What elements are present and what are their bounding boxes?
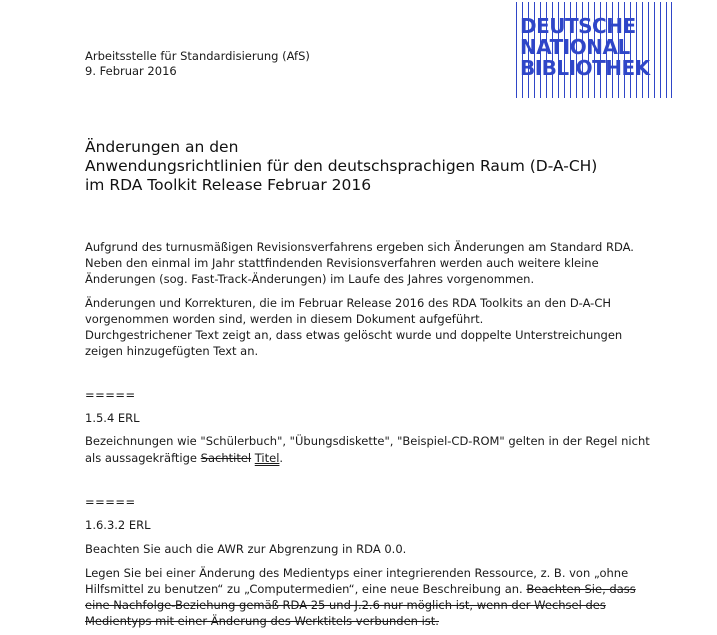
section1-separator: ===== xyxy=(85,388,136,402)
intro-p2-line-2: vorgenommen worden sind, werden in diesem Dokument aufgeführt. xyxy=(85,312,484,326)
title-line-1: Änderungen an den xyxy=(85,138,239,156)
intro-p1-line-3: Änderungen (sog. Fast-Track-Änderungen) im Laufe des Jahres vorgenommen. xyxy=(85,272,535,286)
deleted-text: Beachten Sie, dass xyxy=(526,582,636,596)
section2-heading: 1.6.3.2 ERL xyxy=(85,518,151,532)
section2-separator: ===== xyxy=(85,495,136,509)
section1-line-1: Bezeichnungen wie "Schülerbuch", "Übungsdiskette", "Beispiel-CD-ROM" gelten in der Regel nicht xyxy=(85,434,650,448)
intro-p1-line-1: Aufgrund des turnusmäßigen Revisionsverfahrens ergeben sich Änderungen am Standard RDA. xyxy=(85,240,634,254)
logo-text xyxy=(520,16,650,79)
section1-line-2 xyxy=(85,450,283,467)
intro-p2-line-3: Durchgestrichener Text zeigt an, dass etwas gelöscht wurde und doppelte Unterstreichungen xyxy=(85,328,623,342)
section1-line-2-prefix: als aussagekräftige xyxy=(85,451,201,465)
section1-heading: 1.5.4 ERL xyxy=(85,411,140,425)
logo-line-3: BIBLIOTHEK xyxy=(520,56,650,80)
intro-p2-line-1: Änderungen und Korrekturen, die im Februar Release 2016 des RDA Toolkits an den D-A-CH xyxy=(85,296,612,310)
section2-p2-line-4-deleted: Medientyps mit einer Änderung des Werktitels verbunden ist. xyxy=(85,614,439,628)
section2-p2-line-3-deleted: eine Nachfolge-Beziehung gemäß RDA 25 und J.2.6 nur möglich ist, wenn der Wechsel des xyxy=(85,598,606,612)
header-org: Arbeitsstelle für Standardisierung (AfS) xyxy=(85,49,310,63)
dnb-logo xyxy=(516,2,672,98)
section2-p2-line-1: Legen Sie bei einer Änderung des Medientyps einer integrierenden Ressource, z. B. von „ohne xyxy=(85,566,629,580)
title-line-3: im RDA Toolkit Release Februar 2016 xyxy=(85,176,372,194)
section2-p2-line-2-prefix: Hilfsmittel zu benutzen“ zu „Computermedien“, eine neue Beschreibung an. xyxy=(85,582,527,596)
header-date: 9. Februar 2016 xyxy=(85,64,177,78)
deleted-text: Sachtitel xyxy=(200,451,252,465)
added-text: Titel xyxy=(254,451,280,465)
section2-p2-line-2 xyxy=(85,581,636,598)
logo-line-1: DEUTSCHE xyxy=(520,14,636,38)
intro-p2-line-4: zeigen hinzugefügten Text an. xyxy=(85,344,259,358)
logo-line-2: NATIONAL xyxy=(520,35,630,59)
title-line-2: Anwendungsrichtlinien für den deutschsprachigen Raum (D-A-CH) xyxy=(85,157,598,175)
section1-line-2-end: . xyxy=(279,451,284,465)
section2-p1: Beachten Sie auch die AWR zur Abgrenzung in RDA 0.0. xyxy=(85,542,407,556)
intro-p1-line-2: Neben den einmal im Jahr stattfindenden Revisionsverfahren werden auch weitere kleine xyxy=(85,256,599,270)
